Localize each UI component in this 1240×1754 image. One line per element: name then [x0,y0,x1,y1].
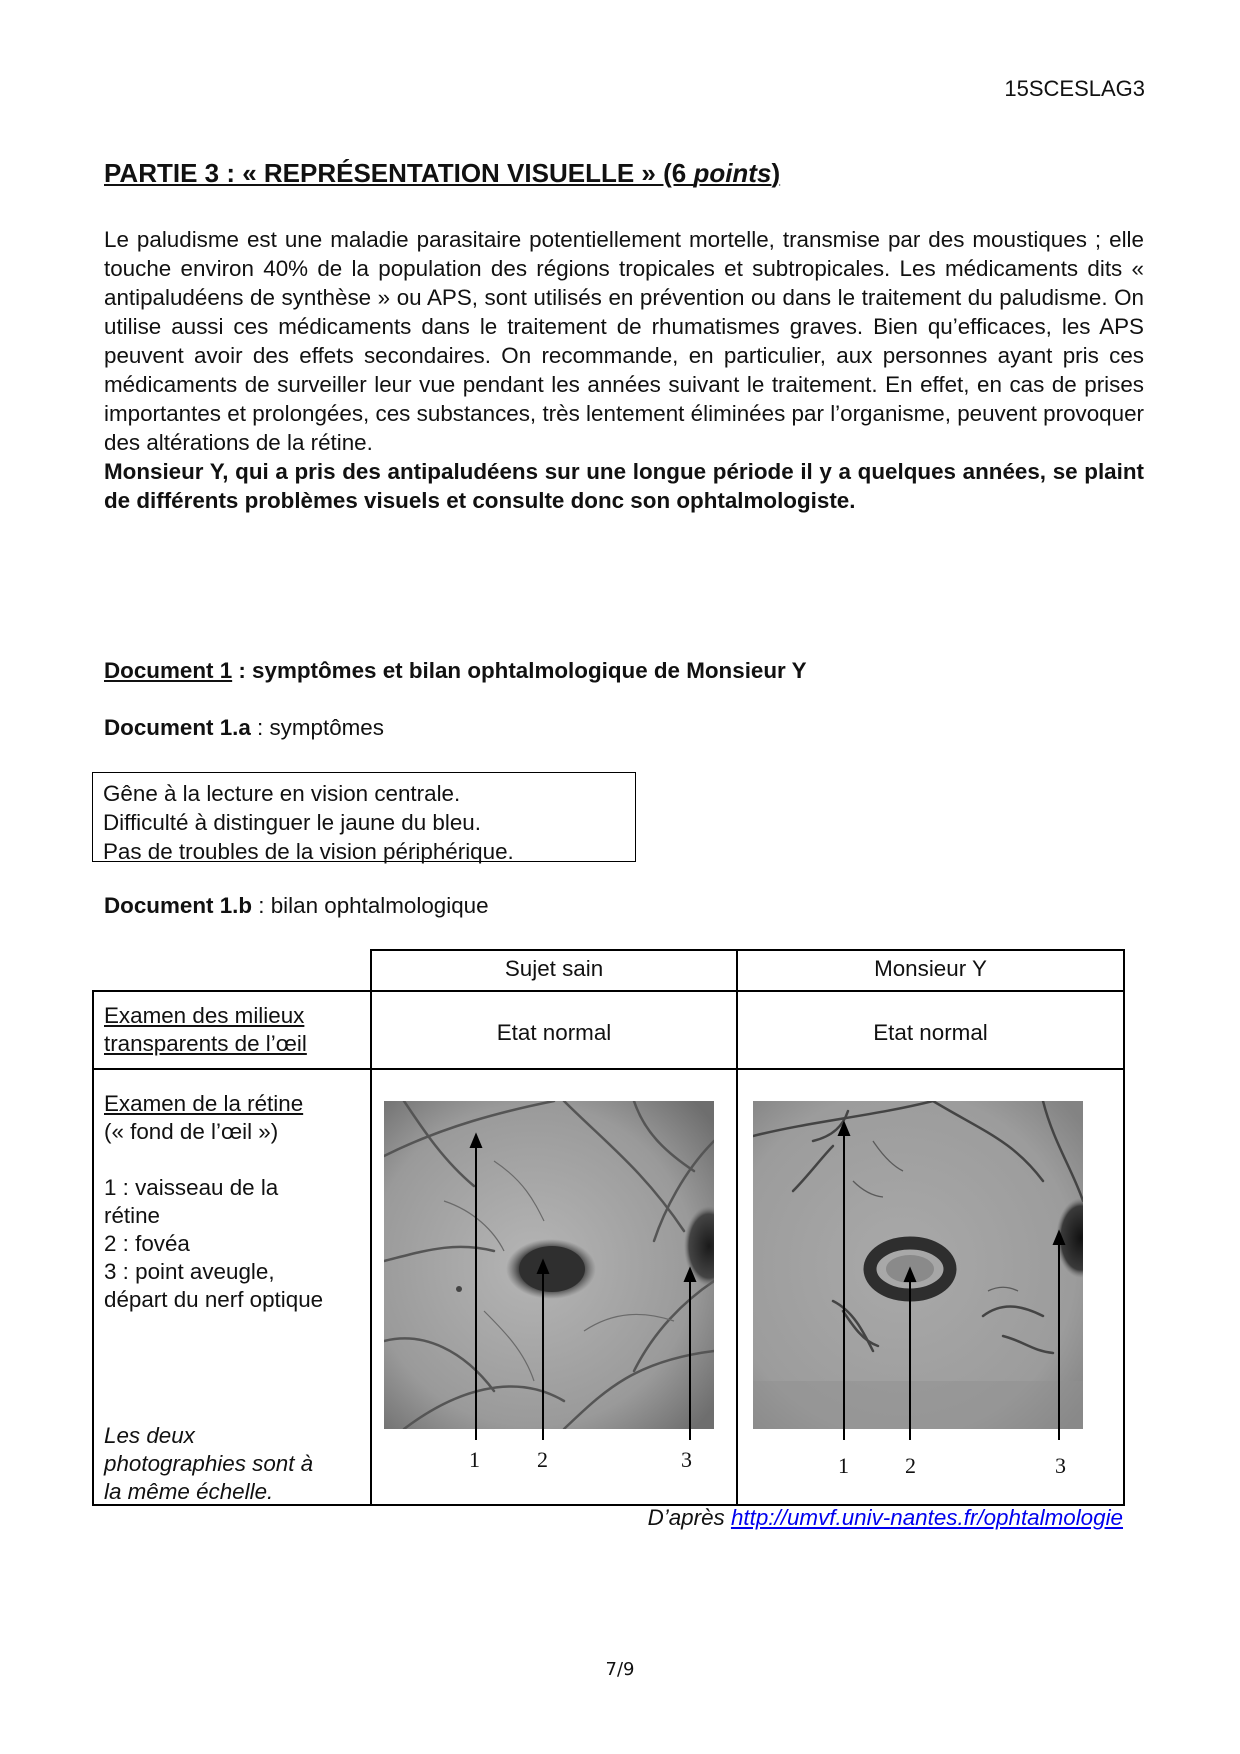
document1b-heading: Document 1.b : bilan ophtalmologique [104,893,489,918]
symptom-item: Pas de troubles de la vision périphérique. [103,839,514,864]
marker-fovea-healthy: 2 [537,1447,548,1472]
intro-bold-statement: Monsieur Y, qui a pris des antipaludéens sur une longue période il y a quelques années, se plaint de différents problèmes visuels et consulte donc son ophtalmologiste. [104,459,1144,513]
healthy-transparent-media-value: Etat normal [496,1020,612,1045]
legend-item: 1 : vaisseau de la [104,1175,279,1200]
arrows-overlay [92,949,1125,1506]
legend-item: départ du nerf optique [104,1287,324,1312]
scale-note: Les deux photographies sont à la même échelle. [104,1423,314,1504]
symptom-item: Difficulté à distinguer le jaune du bleu. [103,810,481,835]
column-header-patient: Monsieur Y [874,956,987,981]
row-label-retina: Examen de la rétine (« fond de l’œil ») 1 : vaisseau de la rétine 2 : fovéa 3 : point aveugle, départ du nerf optique [104,1090,364,1314]
document-code: 15SCESLAG3 [1004,76,1145,101]
marker-fovea-patient: 2 [905,1453,916,1478]
marker-blind-spot-healthy: 3 [681,1447,692,1472]
row-label-transparent-media: Examen des milieux transparents de l’œil [104,1003,307,1056]
patient-transparent-media-value: Etat normal [873,1020,988,1045]
symptoms-box [92,772,636,862]
legend-item: 2 : fovéa [104,1231,190,1256]
source-citation: D’après http://umvf.univ-nantes.fr/ophtalmologie [647,1505,1123,1530]
page-number: 7/9 [605,1659,635,1680]
column-header-healthy: Sujet sain [504,956,604,981]
ophthalmology-table [92,949,1125,1506]
document1-heading: Document 1 : symptômes et bilan ophtalmologique de Monsieur Y [104,658,807,683]
section-title: PARTIE 3 : « REPRÉSENTATION VISUELLE » (6 points) [104,158,781,188]
marker-vessel-patient: 1 [838,1453,849,1478]
document1a-heading: Document 1.a : symptômes [104,715,384,740]
source-link[interactable]: http://umvf.univ-nantes.fr/ophtalmologie [730,1505,1123,1530]
marker-vessel-healthy: 1 [469,1447,480,1472]
symptom-item: Gêne à la lecture en vision centrale. [103,781,461,806]
intro-text [104,225,1144,515]
marker-blind-spot-patient: 3 [1055,1453,1066,1478]
legend-item: rétine [104,1203,161,1228]
intro-paragraph: Le paludisme est une maladie parasitaire potentiellement mortelle, transmise par des moustiques ; elle touche environ 40% de la population des régions tropicales et subtropicales. Les médicaments dits « antipaludéens de synthèse » ou APS, sont utilisés en prévention ou dans le traitement du paludisme. On utilise aussi ces médicaments dans le traitement de rhumatismes graves. Bien qu’efficaces, les APS peuvent avoir des effets secondaires. On recommande, en particulier, aux personnes ayant pris ces médicaments de surveiller leur vue pendant les années suivant le traitement. En effet, en cas de prises importantes et prolongées, ces substances, très lentement éliminées par l’organisme, peuvent provoquer des altérations de la rétine. [104,227,1144,455]
legend-item: 3 : point aveugle, [104,1259,275,1284]
